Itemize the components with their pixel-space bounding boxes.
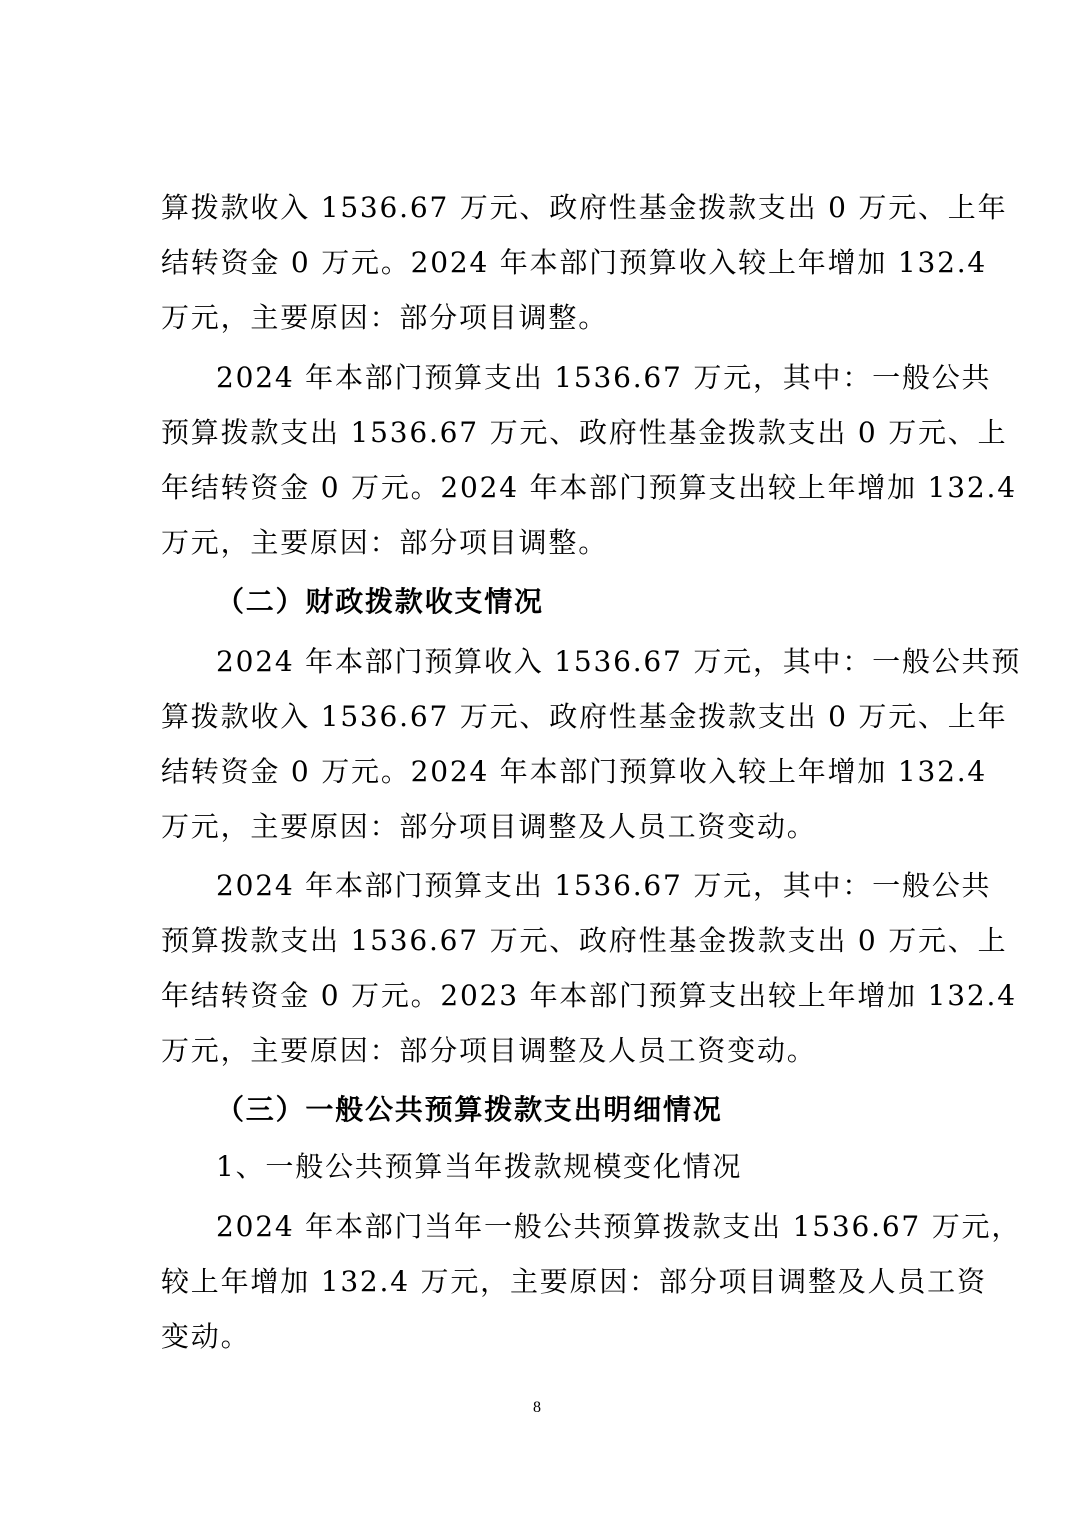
body-text-line: 万元，主要原因：部分项目调整。	[161, 526, 609, 559]
body-text-line: 万元，主要原因：部分项目调整及人员工资变动。	[161, 1034, 817, 1067]
body-text-line: 年结转资金 0 万元。2024 年本部门预算支出较上年增加 132.4	[161, 471, 1017, 504]
body-text-line: 2024 年本部门预算收入 1536.67 万元，其中：一般公共预	[216, 645, 1022, 678]
body-text-line: 年结转资金 0 万元。2023 年本部门预算支出较上年增加 132.4	[161, 979, 1017, 1012]
body-text-line: 万元，主要原因：部分项目调整。	[161, 301, 609, 334]
body-text-line: 结转资金 0 万元。2024 年本部门预算收入较上年增加 132.4	[161, 246, 988, 279]
body-text-line: 2024 年本部门预算支出 1536.67 万元，其中：一般公共	[216, 869, 992, 902]
body-text-line: 2024 年本部门当年一般公共预算拨款支出 1536.67 万元，	[216, 1210, 1022, 1243]
subsection-heading: 1、一般公共预算当年拨款规模变化情况	[216, 1150, 743, 1183]
body-text-line: 预算拨款支出 1536.67 万元、政府性基金拨款支出 0 万元、上	[161, 416, 1008, 449]
body-text-line: 较上年增加 132.4 万元，主要原因：部分项目调整及人员工资	[161, 1265, 987, 1298]
body-text-line: 预算拨款支出 1536.67 万元、政府性基金拨款支出 0 万元、上	[161, 924, 1008, 957]
body-text-line: 结转资金 0 万元。2024 年本部门预算收入较上年增加 132.4	[161, 755, 988, 788]
section-heading: （三）一般公共预算拨款支出明细情况	[216, 1093, 723, 1126]
body-text-line: 算拨款收入 1536.67 万元、政府性基金拨款支出 0 万元、上年	[161, 700, 1008, 733]
section-heading: （二）财政拨款收支情况	[216, 585, 544, 618]
page-number: 8	[533, 1399, 541, 1416]
body-text-line: 2024 年本部门预算支出 1536.67 万元，其中：一般公共	[216, 361, 992, 394]
body-text-line: 变动。	[161, 1320, 251, 1353]
body-text-line: 算拨款收入 1536.67 万元、政府性基金拨款支出 0 万元、上年	[161, 191, 1008, 224]
body-text-line: 万元，主要原因：部分项目调整及人员工资变动。	[161, 810, 817, 843]
